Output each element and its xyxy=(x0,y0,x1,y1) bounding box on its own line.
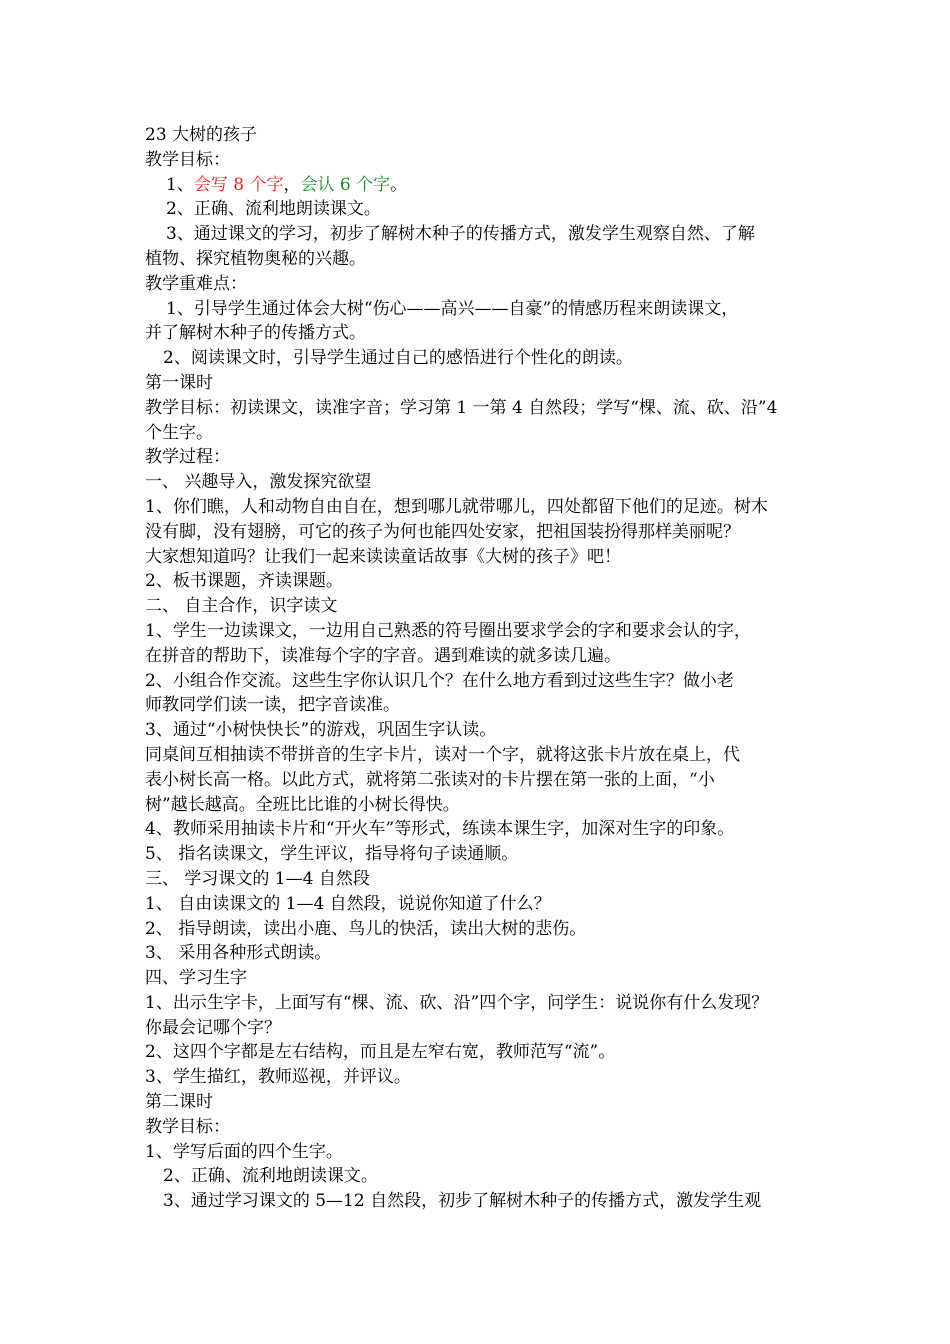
section-1-p1-line-1: 1、你们瞧，人和动物自由自在，想到哪儿就带哪儿，四处都留下他们的足迹。树木 xyxy=(145,496,768,517)
section-4-p3: 3、学生描红，教师巡视，并评议。 xyxy=(145,1067,411,1088)
goals-heading: 教学目标： xyxy=(145,149,230,170)
lesson-1-goals-line-1: 教学目标：初读课文，读准字音；学习第 1 一第 4 自然段；学写“棵、流、砍、沿”4 xyxy=(145,397,778,418)
section-1-heading: 一、 兴趣导入，激发探究欲望 xyxy=(145,472,372,493)
section-2-heading: 二、 自主合作，识字读文 xyxy=(145,596,338,617)
document-body xyxy=(145,123,813,1214)
section-3-p1: 1、 自由读课文的 1—4 自然段，说说你知道了什么？ xyxy=(145,893,551,914)
section-4-p1-line-2: 你最会记哪个字？ xyxy=(145,1017,281,1038)
lesson-2-goals-heading: 教学目标： xyxy=(145,1116,230,1137)
section-3-p3: 3、 采用各种形式朗读。 xyxy=(145,943,332,964)
lesson-2-heading: 第二课时 xyxy=(145,1092,213,1113)
goal-3-line-2: 植物、探究植物奥秘的兴趣。 xyxy=(145,248,366,269)
section-3-p2: 2、 指导朗读，读出小鹿、鸟儿的快活，读出大树的悲伤。 xyxy=(145,918,587,939)
goal-1-prefix: 1、 xyxy=(166,174,194,195)
keypoint-2: 2、阅读课文时，引导学生通过自己的感悟进行个性化的朗读。 xyxy=(163,348,633,369)
goal-1-write: 会写 8 个字 xyxy=(193,174,284,195)
goal-1 xyxy=(145,173,813,198)
section-2-p1-line-1: 1、学生一边读课文，一边用自己熟悉的符号圈出要求学会的字和要求会认的字， xyxy=(145,620,751,641)
goal-1-sep: ， xyxy=(283,174,301,195)
section-4-heading: 四、学习生字 xyxy=(145,968,247,989)
section-1-p1-line-3: 大家想知道吗？让我们一起来读读童话故事《大树的孩子》吧！ xyxy=(145,546,621,567)
goal-3-line-1: 3、通过课文的学习，初步了解树木种子的传播方式，激发学生观察自然、了解 xyxy=(166,224,755,245)
section-2-p4-line-3: 树”越长越高。全班比比谁的小树长得快。 xyxy=(145,794,460,815)
goal-2: 2、正确、流利地朗读课文。 xyxy=(166,199,381,220)
lesson-2-goal-3: 3、通过学习课文的 5—12 自然段，初步了解树木种子的传播方式，激发学生观 xyxy=(163,1191,762,1212)
goal-1-recognize: 会认 6 个字 xyxy=(300,174,391,195)
section-2-p2-line-2: 师教同学们读一读，把字音读准。 xyxy=(145,695,400,716)
lesson-1-heading: 第一课时 xyxy=(145,372,213,393)
section-2-p5: 4、教师采用抽读卡片和“开火车”等形式，练读本课生字，加深对生字的印象。 xyxy=(145,819,735,840)
lesson-2-goal-2: 2、正确、流利地朗读课文。 xyxy=(163,1166,378,1187)
section-4-p1-line-1: 1、出示生字卡，上面写有“棵、流、砍、沿”四个字，问学生：说说你有什么发现？ xyxy=(145,992,769,1013)
goal-1-end: 。 xyxy=(390,174,408,195)
section-2-p6: 5、 指名读课文，学生评议，指导将句子读通顺。 xyxy=(145,844,519,865)
section-3-heading: 三、 学习课文的 1—4 自然段 xyxy=(145,868,370,889)
section-2-p2-line-1: 2、小组合作交流。这些生字你认识几个？在什么地方看到过这些生字？做小老 xyxy=(145,670,734,691)
keypoint-1-line-1: 1、引导学生通过体会大树“伤心——高兴——自豪”的情感历程来朗读课文， xyxy=(166,298,739,319)
section-2-p4-line-2: 表小树长高一格。以此方式，就将第二张读对的卡片摆在第一张的上面，“小 xyxy=(145,769,715,790)
document-title: 23 大树的孩子 xyxy=(145,125,258,145)
keypoints-heading: 教学重难点： xyxy=(145,273,247,294)
lesson-2-goal-1: 1、学写后面的四个生字。 xyxy=(145,1141,343,1162)
keypoint-1-line-2: 并了解树木种子的传播方式。 xyxy=(145,323,366,344)
section-1-p2: 2、板书课题，齐读课题。 xyxy=(145,571,343,592)
section-2-p1-line-2: 在拼音的帮助下，读准每个字的字音。遇到难读的就多读几遍。 xyxy=(145,645,621,666)
lesson-1-goals-line-2: 个生字。 xyxy=(145,422,213,443)
process-heading: 教学过程： xyxy=(145,447,230,468)
section-1-p1-line-2: 没有脚，没有翅膀，可它的孩子为何也能四处安家，把祖国装扮得那样美丽呢？ xyxy=(145,521,740,542)
section-2-p3: 3、通过“小树快快长”的游戏，巩固生字认读。 xyxy=(145,720,497,741)
section-2-p4-line-1: 同桌间互相抽读不带拼音的生字卡片，读对一个字，就将这张卡片放在桌上，代 xyxy=(145,744,740,765)
section-4-p2: 2、这四个字都是左右结构，而且是左窄右宽，教师范写“流”。 xyxy=(145,1042,616,1063)
